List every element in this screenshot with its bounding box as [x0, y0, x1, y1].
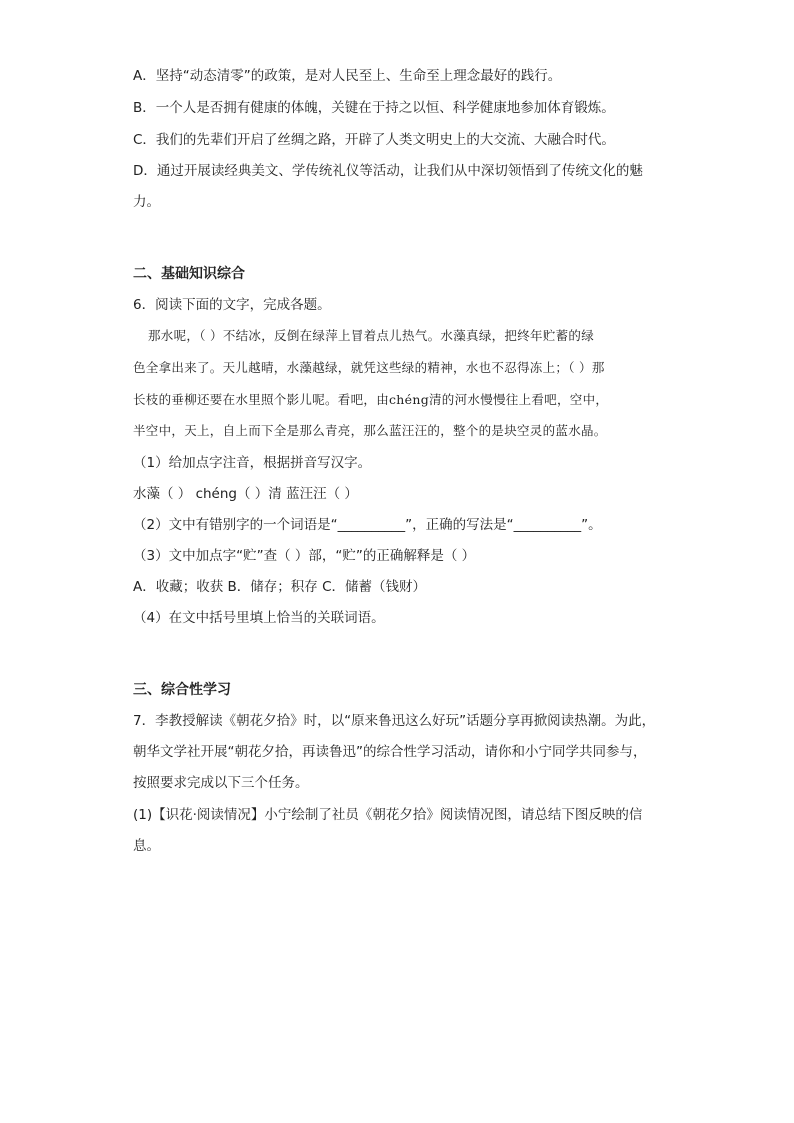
- q5-option-a: A．坚持“动态清零”的政策，是对人民至上、生命至上理念最好的践行。: [133, 68, 562, 84]
- q6-sub3: （3）文中加点字“贮”查（ ）部，“贮”的正确解释是（ ）: [133, 548, 476, 564]
- q7-sub1-line-1: (1)【识花·阅读情况】小宁绘制了社员《朝花夕拾》阅读情况图，请总结下图反映的信: [133, 807, 643, 823]
- q6-sub3-options: A．收藏；收获 B．储存；积存 C．储蓄（钱财）: [133, 579, 427, 595]
- q7-sub1-line-2: 息。: [133, 838, 160, 854]
- q6-sub2: （2）文中有错别字的一个词语是“__________”，正确的写法是“__________”。: [133, 517, 602, 533]
- q5-option-c: C．我们的先辈们开启了丝绸之路，开辟了人类文明史上的大交流、大融合时代。: [133, 132, 615, 148]
- passage-line-4: 半空中，天上，自上而下全是那么青亮，那么蓝汪汪的，整个的是块空灵的蓝水晶。: [133, 423, 607, 438]
- passage-line-1: 那水呢，（ ）不结冰，反倒在绿萍上冒着点儿热气。水藻真绿，把终年贮蓄的绿: [148, 328, 595, 343]
- q7-line-1: 7．李教授解读《朝花夕拾》时，以“原来鲁迅这么好玩”话题分享再掀阅读热潮。为此，: [133, 713, 656, 729]
- q7-line-3: 按照要求完成以下三个任务。: [133, 775, 309, 791]
- q6-sub1: （1）给加点字注音，根据拼音写汉字。: [133, 455, 372, 471]
- q6-sub1-fill: 水藻（ ） chéng（ ）清 蓝汪汪（ ）: [133, 486, 358, 502]
- q6-sub4: （4）在文中括号里填上恰当的关联词语。: [133, 610, 385, 626]
- q5-option-b: B．一个人是否拥有健康的体魄，关键在于持之以恒、科学健康地参加体育锻炼。: [133, 100, 615, 116]
- q5-option-d-continued: 力。: [133, 194, 160, 210]
- passage-line-2: 色全拿出来了。天儿越晴，水藻越绿，就凭这些绿的精神，水也不忍得冻上；（ ）那: [133, 360, 605, 375]
- q6-intro: 6．阅读下面的文字，完成各题。: [133, 297, 331, 313]
- q7-line-2: 朝华文学社开展“朝花夕拾，再读鲁迅”的综合性学习活动，请你和小宁同学共同参与，: [133, 744, 647, 760]
- section-2-heading: 二、基础知识综合: [133, 266, 245, 282]
- passage-line-3: 长枝的垂柳还要在水里照个影儿呢。看吧，由chéng清的河水慢慢往上看吧，空中，: [133, 392, 609, 407]
- section-3-heading: 三、综合性学习: [133, 682, 231, 698]
- q5-option-d: D．通过开展读经典美文、学传统礼仪等活动，让我们从中深切领悟到了传统文化的魅: [133, 163, 643, 179]
